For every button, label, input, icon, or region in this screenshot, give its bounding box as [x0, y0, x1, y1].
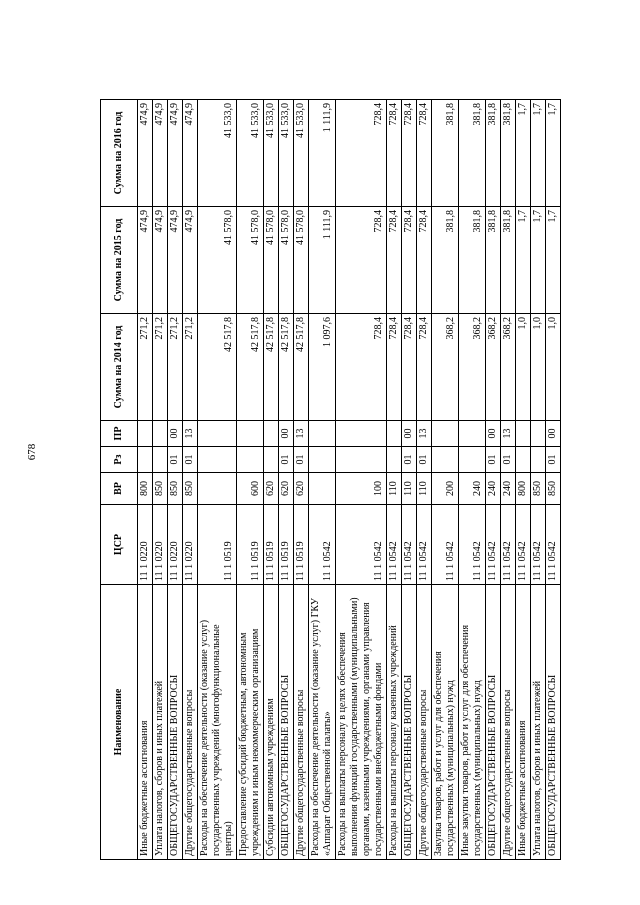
cell-rz	[387, 447, 402, 473]
cell-sum-2015: 41 578,0	[237, 207, 264, 314]
cell-csr: 11 1 0519	[264, 505, 279, 585]
cell-name: Субсидии автономным учреждениям	[264, 585, 279, 860]
table-row	[309, 100, 336, 860]
cell-sum-2015: 474,9	[168, 207, 183, 314]
header-vr: ВР	[101, 473, 138, 505]
cell-pr	[459, 421, 486, 447]
table-row	[168, 100, 183, 860]
cell-name: Другие общегосударственные вопросы	[294, 585, 309, 860]
table-row	[183, 100, 198, 860]
cell-sum-2015: 41 578,0	[294, 207, 309, 314]
cell-name: Расходы на обеспечение деятельности (оказание услуг) ГКУ «Аппарат Общественной палаты»	[309, 585, 336, 860]
cell-csr: 11 1 0542	[531, 505, 546, 585]
cell-name: Иные бюджетные ассигнования	[516, 585, 531, 860]
cell-sum-2014: 271,2	[183, 314, 198, 421]
table-row	[294, 100, 309, 860]
cell-csr: 11 1 0220	[138, 505, 153, 585]
table-row	[279, 100, 294, 860]
cell-rz	[531, 447, 546, 473]
cell-sum-2016: 1,7	[516, 100, 531, 207]
cell-sum-2016: 381,8	[486, 100, 501, 207]
cell-pr	[336, 421, 387, 447]
cell-sum-2016: 728,4	[417, 100, 432, 207]
cell-rz: 01	[486, 447, 501, 473]
cell-vr: 850	[531, 473, 546, 505]
cell-vr: 200	[432, 473, 459, 505]
cell-csr: 11 1 0220	[183, 505, 198, 585]
cell-sum-2016: 728,4	[387, 100, 402, 207]
cell-pr: 00	[402, 421, 417, 447]
cell-sum-2014: 728,4	[387, 314, 402, 421]
cell-sum-2016: 41 533,0	[279, 100, 294, 207]
cell-sum-2015: 728,4	[336, 207, 387, 314]
cell-rz	[237, 447, 264, 473]
cell-rz	[459, 447, 486, 473]
cell-rz: 01	[294, 447, 309, 473]
cell-sum-2015: 1,7	[516, 207, 531, 314]
cell-sum-2016: 381,8	[432, 100, 459, 207]
cell-name: ОБЩЕГОСУДАРСТВЕННЫЕ ВОПРОСЫ	[402, 585, 417, 860]
cell-sum-2014: 1,0	[516, 314, 531, 421]
page-number: 678	[26, 443, 38, 461]
cell-pr: 00	[486, 421, 501, 447]
table-row	[459, 100, 486, 860]
cell-sum-2014: 368,2	[501, 314, 516, 421]
cell-sum-2014: 42 517,8	[294, 314, 309, 421]
table-row	[432, 100, 459, 860]
cell-sum-2014: 728,4	[402, 314, 417, 421]
cell-csr: 11 1 0542	[516, 505, 531, 585]
cell-name: ОБЩЕГОСУДАРСТВЕННЫЕ ВОПРОСЫ	[168, 585, 183, 860]
cell-name: Уплата налогов, сборов и иных платежей	[531, 585, 546, 860]
header-csr: ЦСР	[101, 505, 138, 585]
cell-sum-2014: 271,2	[168, 314, 183, 421]
cell-pr: 00	[279, 421, 294, 447]
table-row	[264, 100, 279, 860]
cell-vr: 110	[402, 473, 417, 505]
cell-rz: 01	[279, 447, 294, 473]
cell-pr	[198, 421, 237, 447]
cell-sum-2016: 41 533,0	[198, 100, 237, 207]
table-row	[387, 100, 402, 860]
cell-csr: 11 1 0542	[336, 505, 387, 585]
cell-pr	[531, 421, 546, 447]
cell-csr: 11 1 0542	[309, 505, 336, 585]
cell-name: Иные бюджетные ассигнования	[138, 585, 153, 860]
cell-rz	[336, 447, 387, 473]
cell-sum-2015: 474,9	[183, 207, 198, 314]
cell-csr: 11 1 0542	[546, 505, 561, 585]
cell-pr	[138, 421, 153, 447]
cell-pr: 00	[546, 421, 561, 447]
cell-vr: 850	[153, 473, 168, 505]
cell-name: Расходы на выплаты персоналу казенных учреждений	[387, 585, 402, 860]
cell-sum-2015: 728,4	[417, 207, 432, 314]
cell-vr: 110	[417, 473, 432, 505]
cell-sum-2016: 1 111,9	[309, 100, 336, 207]
cell-sum-2014: 271,2	[153, 314, 168, 421]
cell-pr	[309, 421, 336, 447]
cell-rz	[516, 447, 531, 473]
cell-sum-2014: 1,0	[546, 314, 561, 421]
cell-sum-2014: 42 517,8	[237, 314, 264, 421]
cell-pr	[237, 421, 264, 447]
table-row	[237, 100, 264, 860]
cell-csr: 11 1 0542	[459, 505, 486, 585]
cell-pr	[264, 421, 279, 447]
cell-sum-2016: 728,4	[336, 100, 387, 207]
cell-vr: 100	[336, 473, 387, 505]
cell-sum-2015: 381,8	[459, 207, 486, 314]
table-row	[417, 100, 432, 860]
cell-vr	[198, 473, 237, 505]
cell-csr: 11 1 0542	[486, 505, 501, 585]
cell-vr: 620	[279, 473, 294, 505]
cell-sum-2014: 42 517,8	[279, 314, 294, 421]
cell-sum-2015: 381,8	[432, 207, 459, 314]
cell-sum-2015: 474,9	[153, 207, 168, 314]
cell-csr: 11 1 0542	[402, 505, 417, 585]
cell-name: Другие общегосударственные вопросы	[417, 585, 432, 860]
cell-vr: 240	[501, 473, 516, 505]
cell-csr: 11 1 0519	[237, 505, 264, 585]
cell-name: Другие общегосударственные вопросы	[501, 585, 516, 860]
cell-sum-2014: 728,4	[336, 314, 387, 421]
cell-sum-2014: 42 517,8	[198, 314, 237, 421]
cell-sum-2014: 1,0	[531, 314, 546, 421]
cell-rz	[432, 447, 459, 473]
cell-sum-2016: 1,7	[531, 100, 546, 207]
cell-pr	[516, 421, 531, 447]
cell-sum-2015: 41 578,0	[198, 207, 237, 314]
table-row	[138, 100, 153, 860]
cell-name: ОБЩЕГОСУДАРСТВЕННЫЕ ВОПРОСЫ	[546, 585, 561, 860]
cell-sum-2014: 42 517,8	[264, 314, 279, 421]
cell-sum-2015: 728,4	[402, 207, 417, 314]
table-row	[531, 100, 546, 860]
cell-rz: 01	[546, 447, 561, 473]
cell-sum-2016: 474,9	[168, 100, 183, 207]
cell-sum-2015: 1 111,9	[309, 207, 336, 314]
table-header-row	[101, 100, 138, 860]
header-sum-2014: Сумма на 2014 год	[101, 314, 138, 421]
cell-csr: 11 1 0519	[198, 505, 237, 585]
cell-rz: 01	[168, 447, 183, 473]
table-row	[402, 100, 417, 860]
cell-vr	[309, 473, 336, 505]
cell-name: Уплата налогов, сборов и иных платежей	[153, 585, 168, 860]
cell-pr: 13	[294, 421, 309, 447]
cell-vr: 620	[264, 473, 279, 505]
cell-sum-2015: 381,8	[486, 207, 501, 314]
cell-rz: 01	[183, 447, 198, 473]
cell-name: Иные закупки товаров, работ и услуг для обеспечения государственных (муниципальных) нужд	[459, 585, 486, 860]
cell-rz: 01	[501, 447, 516, 473]
cell-sum-2016: 381,8	[459, 100, 486, 207]
cell-sum-2014: 728,4	[417, 314, 432, 421]
cell-csr: 11 1 0519	[294, 505, 309, 585]
table-row	[336, 100, 387, 860]
cell-rz	[153, 447, 168, 473]
cell-name: Расходы на выплаты персоналу в целях обеспечения выполнения функций государственными (муниципальными) органами, казенными учреждениями, органами управления государственными внебюджетными фондами	[336, 585, 387, 860]
cell-pr	[432, 421, 459, 447]
cell-sum-2016: 1,7	[546, 100, 561, 207]
header-pr: ПР	[101, 421, 138, 447]
table-row	[501, 100, 516, 860]
cell-sum-2014: 271,2	[138, 314, 153, 421]
cell-name: Предоставление субсидий бюджетным, автономным учреждениям и иным некоммерческим организациям	[237, 585, 264, 860]
cell-vr: 240	[459, 473, 486, 505]
cell-sum-2016: 728,4	[402, 100, 417, 207]
cell-rz	[138, 447, 153, 473]
cell-pr	[153, 421, 168, 447]
cell-pr: 00	[168, 421, 183, 447]
table-row	[516, 100, 531, 860]
table-body	[138, 100, 561, 860]
cell-vr: 850	[183, 473, 198, 505]
cell-pr: 13	[501, 421, 516, 447]
cell-vr: 600	[237, 473, 264, 505]
header-sum-2015: Сумма на 2015 год	[101, 207, 138, 314]
cell-sum-2014: 368,2	[486, 314, 501, 421]
cell-sum-2016: 474,9	[138, 100, 153, 207]
cell-csr: 11 1 0220	[153, 505, 168, 585]
cell-rz	[198, 447, 237, 473]
cell-name: Другие общегосударственные вопросы	[183, 585, 198, 860]
cell-vr: 850	[546, 473, 561, 505]
rotated-table-container	[100, 100, 587, 860]
cell-vr: 800	[138, 473, 153, 505]
cell-rz	[309, 447, 336, 473]
cell-name: Расходы на обеспечение деятельности (оказание услуг) государственных учреждений (многофункциональные центры)	[198, 585, 237, 860]
cell-sum-2016: 41 533,0	[294, 100, 309, 207]
cell-sum-2016: 41 533,0	[237, 100, 264, 207]
cell-vr: 800	[516, 473, 531, 505]
cell-csr: 11 1 0542	[432, 505, 459, 585]
cell-name: ОБЩЕГОСУДАРСТВЕННЫЕ ВОПРОСЫ	[279, 585, 294, 860]
cell-sum-2015: 381,8	[501, 207, 516, 314]
cell-rz: 01	[417, 447, 432, 473]
cell-vr: 110	[387, 473, 402, 505]
cell-csr: 11 1 0542	[387, 505, 402, 585]
cell-name: Закупка товаров, работ и услуг для обеспечения государственных (муниципальных) нужд	[432, 585, 459, 860]
cell-rz: 01	[402, 447, 417, 473]
cell-sum-2016: 474,9	[183, 100, 198, 207]
cell-csr: 11 1 0542	[417, 505, 432, 585]
header-name: Наименование	[101, 585, 138, 860]
header-rz: Рз	[101, 447, 138, 473]
budget-table	[100, 99, 561, 860]
table-row	[153, 100, 168, 860]
cell-vr: 620	[294, 473, 309, 505]
cell-csr: 11 1 0519	[279, 505, 294, 585]
cell-sum-2015: 41 578,0	[279, 207, 294, 314]
cell-name: ОБЩЕГОСУДАРСТВЕННЫЕ ВОПРОСЫ	[486, 585, 501, 860]
cell-sum-2016: 41 533,0	[264, 100, 279, 207]
header-sum-2016: Сумма на 2016 год	[101, 100, 138, 207]
cell-pr: 13	[417, 421, 432, 447]
cell-sum-2015: 1,7	[546, 207, 561, 314]
cell-sum-2014: 368,2	[432, 314, 459, 421]
cell-vr: 850	[168, 473, 183, 505]
cell-csr: 11 1 0220	[168, 505, 183, 585]
cell-vr: 240	[486, 473, 501, 505]
table-row	[486, 100, 501, 860]
cell-pr: 13	[183, 421, 198, 447]
cell-sum-2015: 1,7	[531, 207, 546, 314]
cell-sum-2014: 1 097,6	[309, 314, 336, 421]
cell-sum-2015: 728,4	[387, 207, 402, 314]
cell-pr	[387, 421, 402, 447]
cell-rz	[264, 447, 279, 473]
cell-sum-2015: 474,9	[138, 207, 153, 314]
cell-csr: 11 1 0542	[501, 505, 516, 585]
cell-sum-2014: 368,2	[459, 314, 486, 421]
table-row	[546, 100, 561, 860]
cell-sum-2016: 474,9	[153, 100, 168, 207]
table-row	[198, 100, 237, 860]
cell-sum-2015: 41 578,0	[264, 207, 279, 314]
cell-sum-2016: 381,8	[501, 100, 516, 207]
